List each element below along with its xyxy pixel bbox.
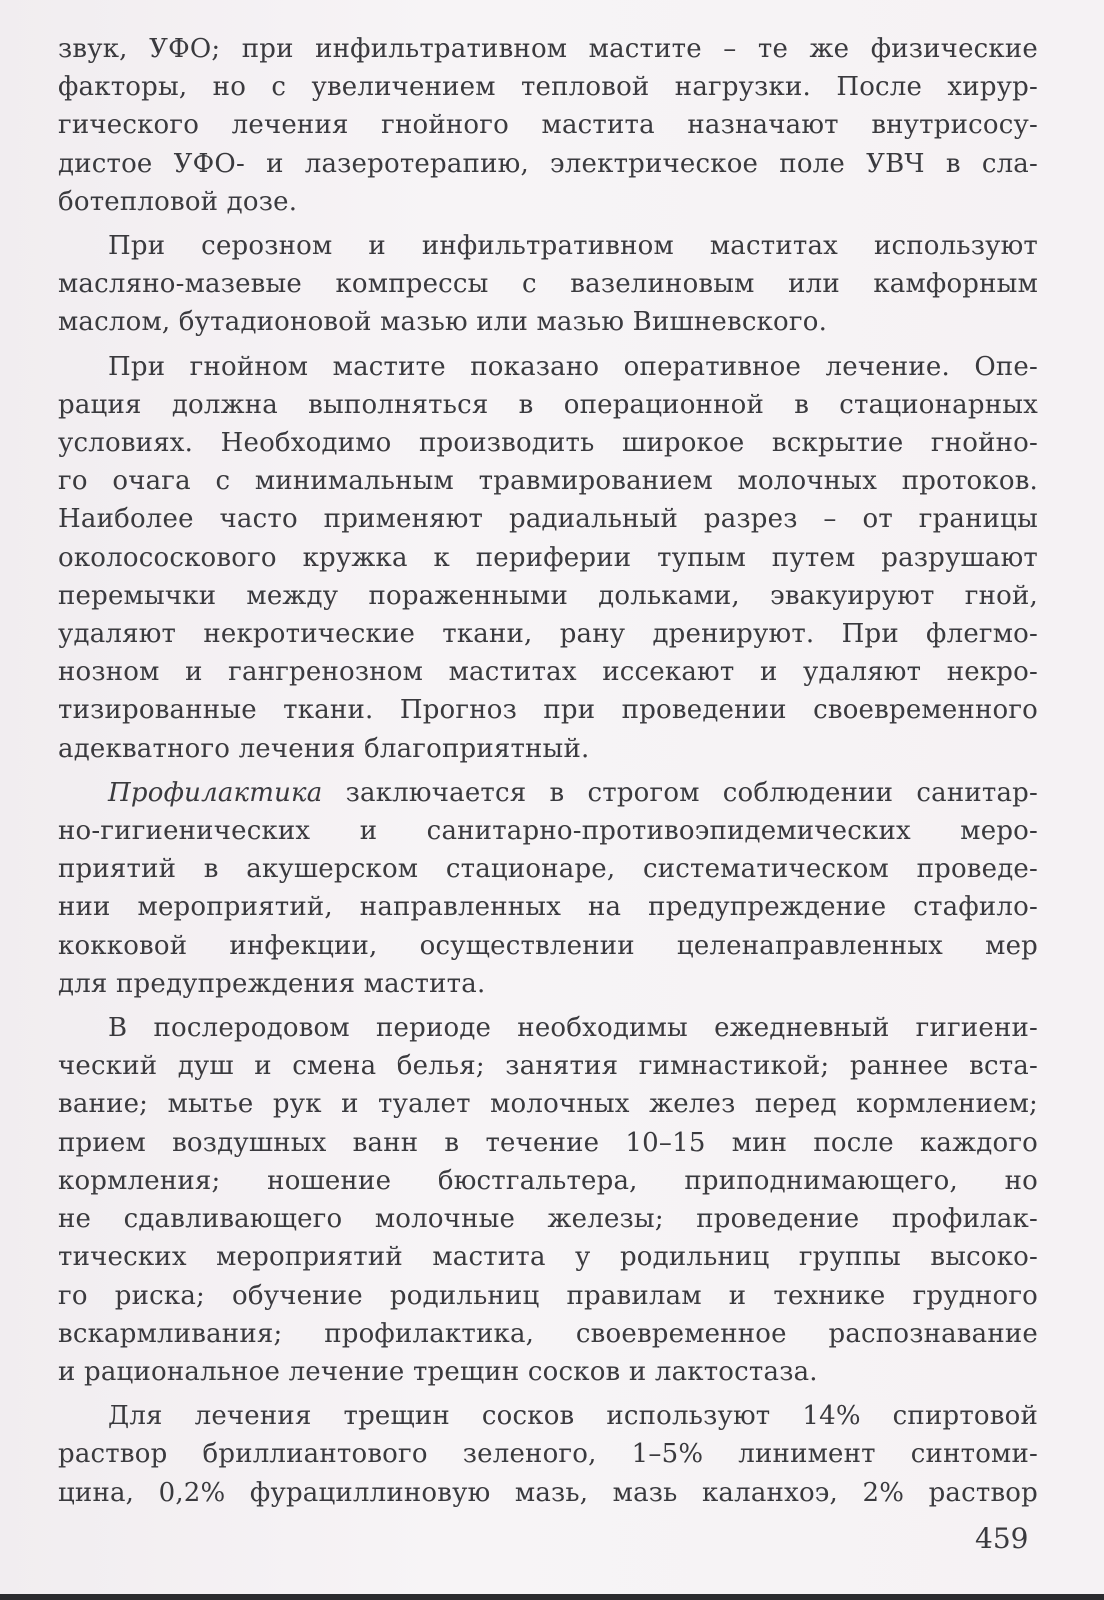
text-line: для предупреждения мастита. [58,968,486,999]
paragraph-p1 [58,30,1038,221]
paragraph-p5 [58,1009,1038,1391]
text-column [58,30,1038,1518]
text-line: Наиболее часто применяют радиальный разрез – от границы [58,504,1038,535]
text-line: При серозном и инфильтративном маститах используют [108,231,1038,262]
text-line: кормления; ношение бюстгальтера, приподнимающего, но [58,1165,1038,1196]
paragraph-p4 [58,774,1038,1003]
text-line: цина, 0,2% фурациллиновую мазь, мазь каланхоэ, 2% раствор [58,1477,1038,1508]
text-line: нии мероприятий, направленных на предупреждение стафило- [58,892,1038,923]
text-line: нозном и гангренозном маститах иссекают и удаляют некро- [58,657,1038,688]
text-line: но-гигиенических и санитарно-противоэпидемических меро- [58,816,1038,847]
text-line: удаляют некротические ткани, рану дренируют. При флегмо- [58,619,1038,650]
text-line: адекватного лечения благоприятный. [58,733,590,764]
line-continuation: заключается в строгом соблюдении санитар- [322,777,1038,808]
text-line: го очага с минимальным травмированием молочных протоков. [58,466,1038,497]
text-line: приятий в акушерском стационаре, систематическом проведе- [58,854,1038,885]
text-line: звук, УФО; при инфильтративном мастите – те же физические [58,34,1038,64]
text-line: тизированные ткани. Прогноз при проведении своевременного [58,695,1038,726]
text-line: раствор бриллиантового зеленого, 1–5% линимент синтоми- [58,1439,1038,1470]
text-line: При гнойном мастите показано оперативное лечение. Опе- [108,351,1038,382]
text-line: дистое УФО- и лазеротерапию, электрическое поле УВЧ в сла- [58,148,1038,179]
text-line: тических мероприятий мастита у родильниц группы высоко- [58,1242,1038,1273]
text-line: и рациональное лечение трещин сосков и лактостаза. [58,1356,818,1387]
text-line: рация должна выполняться в операционной в стационарных [58,389,1038,420]
paragraph-p2 [58,227,1038,342]
text-line: Для лечения трещин сосков используют 14% спиртовой [108,1401,1038,1432]
text-line: околососкового кружка к периферии тупым путем разрушают [58,542,1038,573]
text-line: ботепловой дозе. [58,186,298,217]
text-line: не сдавливающего молочные железы; проведение профилак- [58,1204,1038,1235]
text-line: го риска; обучение родильниц правилам и технике грудного [58,1280,1038,1311]
text-line: вскармливания; профилактика, своевременное распознавание [58,1318,1038,1349]
text-line: условиях. Необходимо производить широкое вскрытие гнойно- [58,428,1038,459]
text-line [58,774,1038,812]
text-line: масляно-мазевые компрессы с вазелиновым или камфорным [58,269,1038,300]
page-number: 459 [975,1522,1029,1555]
text-line: прием воздушных ванн в течение 10–15 мин после каждого [58,1127,1038,1158]
text-line: ческий душ и смена белья; занятия гимнастикой; раннее вста- [58,1051,1038,1082]
text-line: перемычки между пораженными дольками, эвакуируют гной, [58,580,1038,611]
italic-term: Профилактика [108,777,323,808]
text-line: гического лечения гнойного мастита назначают внутрисосу- [58,110,1038,141]
text-line: маслом, бутадионовой мазью или мазью Вишневского. [58,307,828,338]
text-line: кокковой инфекции, осуществлении целенаправленных мер [58,930,1038,961]
paragraph-p3 [58,348,1038,768]
scan-edge [0,1594,1104,1600]
text-line: вание; мытье рук и туалет молочных желез перед кормлением; [58,1089,1038,1120]
paragraph-p6 [58,1397,1038,1512]
text-line: В послеродовом периоде необходимы ежедневный гигиени- [108,1013,1038,1044]
text-line: факторы, но с увеличением тепловой нагрузки. После хирур- [58,72,1038,103]
